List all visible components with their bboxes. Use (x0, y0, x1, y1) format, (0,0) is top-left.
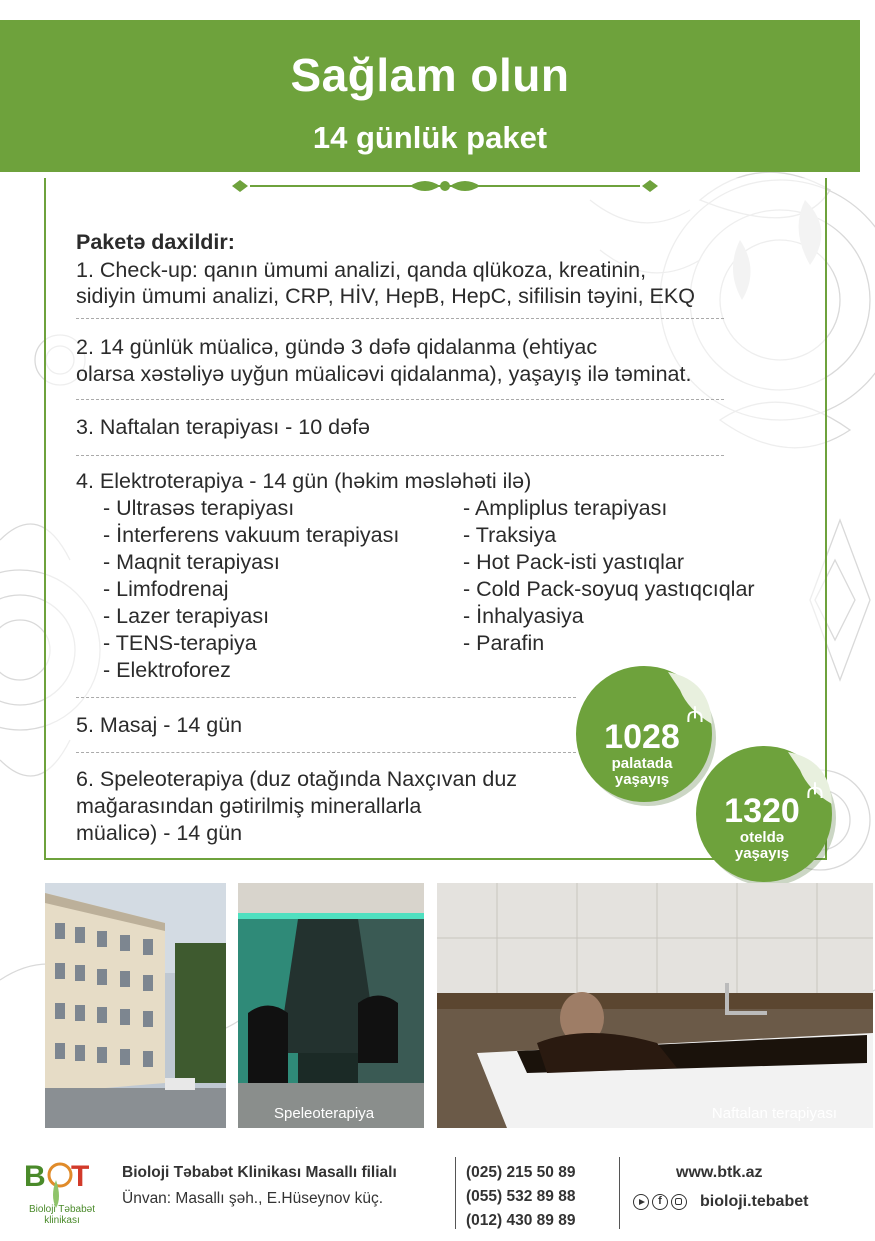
separator (76, 697, 576, 698)
header-banner (0, 20, 860, 172)
page-title: Sağlam olun (290, 49, 570, 101)
instagram-icon[interactable] (671, 1194, 687, 1210)
svg-text:B: B (24, 1160, 46, 1193)
clinic-logo (22, 1150, 102, 1230)
price-label: yaşayış (734, 845, 790, 862)
item-5: 5. Masaj - 14 gün (76, 713, 243, 737)
package-heading: Paketə daxildir: (76, 230, 235, 254)
price-label: yaşayış (614, 771, 670, 788)
facebook-icon[interactable]: f (652, 1194, 668, 1210)
phone-number[interactable]: (025) 215 50 89 (466, 1164, 576, 1181)
therapy-list-item: - İnterferens vakuum terapiyası (103, 523, 400, 547)
svg-text:T: T (71, 1160, 90, 1193)
item-6-line-1: 6. Speleoterapiya (duz otağında Naxçıvan duz (76, 767, 518, 791)
price-label: palatada (611, 755, 673, 772)
therapy-list-item: - Maqnit terapiyası (103, 550, 280, 574)
manat-icon: ₼ (806, 779, 824, 804)
clinic-name: Bioloji Təbabət Klinikası Masallı filialı (122, 1164, 397, 1181)
phone-number[interactable]: (055) 532 89 88 (466, 1188, 576, 1205)
therapy-list-item: - Elektroforez (103, 658, 231, 682)
logo-text: Bioloji Təbabət (29, 1204, 95, 1215)
item-4: 4. Elektroterapiya - 14 gün (həkim məsləhəti ilə) (76, 469, 532, 493)
therapy-list-item: - Ampliplus terapiyası (463, 496, 668, 520)
therapy-list-item: - Traksiya (463, 523, 557, 547)
separator (76, 318, 724, 319)
clinic-building-photo (45, 883, 226, 1128)
item-1-line-2: sidiyin ümumi analizi, CRP, HİV, HepB, HepC, sifilisin təyini, EKQ (76, 284, 695, 308)
separator (76, 752, 576, 753)
logo-text: klinikası (44, 1215, 80, 1226)
separator (76, 399, 724, 400)
therapy-list-item: - Parafin (463, 631, 545, 655)
page-subtitle: 14 günlük paket (312, 120, 548, 155)
naftalan-therapy-photo (437, 883, 873, 1128)
item-2-line-2: olarsa xəstəliyə uyğun müalicəvi qidalanma), yaşayış ilə təminat. (76, 362, 692, 386)
price-label: oteldə (739, 829, 785, 846)
therapy-list-item: - Limfodrenaj (103, 577, 229, 601)
price-amount: 1028 (604, 718, 680, 756)
therapy-list-item: - TENS-terapiya (103, 631, 257, 655)
therapy-list-item: - Lazer terapiyası (103, 604, 270, 628)
item-1-line-1: 1. Check-up: qanın ümumi analizi, qanda qlükoza, kreatinin, (76, 258, 647, 282)
social-icons (633, 1194, 687, 1210)
manat-icon: ₼ (686, 703, 704, 728)
therapy-list-item: - İnhalyasiya (463, 604, 584, 628)
photo-caption: Speleoterapiya (274, 1105, 375, 1122)
therapy-list-item: - Hot Pack-isti yastıqlar (463, 550, 685, 574)
price-sticker-otelde (680, 730, 850, 890)
price-amount: 1320 (724, 792, 800, 830)
item-6-line-3: müalicə) - 14 gün (76, 821, 243, 845)
divider (455, 1157, 456, 1229)
item-2-line-1: 2. 14 günlük müalicə, gündə 3 dəfə qidalanma (ehtiyac (76, 335, 598, 359)
divider-ornament (230, 176, 660, 196)
separator (76, 455, 724, 456)
therapy-list-item: - Cold Pack-soyuq yastıqcıqlar (463, 577, 755, 601)
website-link[interactable]: www.btk.az (676, 1164, 763, 1181)
item-6-line-2: mağarasından gətirilmiş minerallarla (76, 794, 422, 818)
photo-caption: Naftalan terapiyası (711, 1105, 837, 1122)
social-handle[interactable]: bioloji.tebabet (700, 1193, 809, 1210)
divider (619, 1157, 620, 1229)
phone-number[interactable]: (012) 430 89 89 (466, 1212, 576, 1229)
clinic-address: Ünvan: Masallı şəh., E.Hüseynov küç. (122, 1190, 384, 1207)
therapy-list-item: - Ultrasəs terapiyası (103, 496, 295, 520)
item-3: 3. Naftalan terapiyası - 10 dəfə (76, 415, 371, 439)
speleotherapy-photo (238, 883, 424, 1128)
youtube-icon[interactable] (633, 1194, 649, 1210)
